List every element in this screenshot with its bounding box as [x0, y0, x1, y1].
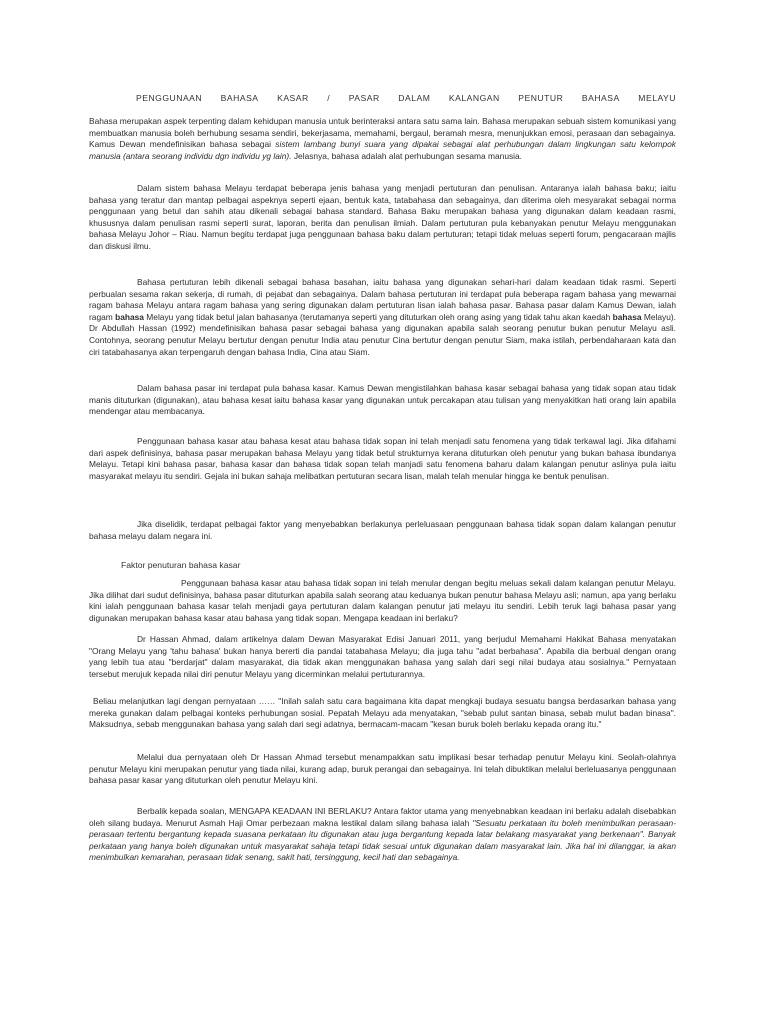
- paragraph-text: Melayu). Dr Abdullah Hassan (1992) mendefinisikan bahasa pasar sebagai bahasa yang digunakan apabila salah seorang penutur bukan penutur Melayu asli. Contohnya, seorang penutur Melayu bertutur dengan penutur India atau penutur Cina bertutur dengan penutur Siam, maka istilah, perbendaharaan kata dan ciri tatabahasanya akan terpengaruh dengan bahasa India, Cina atau Siam.: [89, 311, 676, 357]
- title-word: MELAYU: [638, 93, 676, 103]
- title-word: PENUTUR: [518, 93, 564, 103]
- paragraph-silang-budaya: [89, 806, 676, 864]
- title-word: BAHASA: [220, 93, 259, 103]
- title-word: PASAR: [348, 93, 380, 103]
- paragraph-hassan-ahmad: Dr Hassan Ahmad, dalam artikelnya dalam Dewan Masyarakat Edisi Januari 2011, yang berjudul Memahami Hakikat Bahasa menyatakan "Orang Melayu yang 'tahu bahasa' bukan hanya bererti dia pandai tatabahasa Melayu; dia juga tahu "adat berbahasa". Apabila dia berbual dengan orang yang lebih tua atau "berdarjat" dalam masyarakat, dia tidak akan menggunakan bahasa yang salah dari segi nilai budaya atau sosialnya." Pernyataan tersebut merujuk kepada nilai diri penutur Melayu yang dicerminkan melalui pertuturannya.: [89, 634, 676, 679]
- title-word: PENGGUNAAN: [136, 93, 203, 103]
- paragraph-fenomena: Penggunaan bahasa kasar atau bahasa kesat atau bahasa tidak sopan ini telah menjadi satu fenomena yang tidak terkawal lagi. Jika difahami dari aspek definisinya, bahasa pasar merupakan bahasa Melayu yang tidak betul strukturnya kerana dituturkan oleh penutur yang bukan bahasa ibundanya Melayu. Tetapi kini bahasa pasar, bahasa kasar dan bahasa tidak sopan telah manjadi satu fenomena baharu dalam kalangan penutur aslinya pula iaitu masyarakat melayu itu sendiri. Gejala ini bukan sahaja melibatkan pertuturan secara lisan, malah telah menular hingga ke bentuk penulisan.: [89, 436, 676, 481]
- title-word: KALANGAN: [448, 93, 500, 103]
- title-word: DALAM: [398, 93, 431, 103]
- paragraph-text: Berbalik kepada soalan, MENGAPA KEADAAN INI BERLAKU? Antara faktor utama yang menyebnabkan keadaan ini berlaku adalah disebabkan oleh silang budaya. Menurut Asmah Haji Omar perbezaan makna lestikal dalam silang bahasa ialah: [89, 806, 676, 828]
- title-word: /: [327, 93, 331, 103]
- paragraph-pernyataan: Beliau melanjutkan lagi dengan pernyataan …… "Inilah salah satu cara bagaimana kita dapat mengkaji budaya sesuatu bangsa berdasarkan bahasa yang mereka gunakan dalam pelbagai konteks perhubungan sosial. Pepatah Melayu ada menyatakan, "sebab pulut santan binasa, sebab mulut badan binasa". Maksudnya, sebab menggunakan bahasa yang salah dari segi adatnya, bermacam-macam "kesan buruk boleh berlaku kepada orang itu.": [89, 696, 676, 730]
- paragraph-text: Bahasa merupakan aspek terpenting dalam kehidupan manusia untuk berinteraksi antara satu sama lain. Bahasa merupakan sebuah sistem komunikasi yang membuatkan manusia boleh berhubung sesama sendiri, bekerjasama, memahami, bergaul, beramah mesra, menunjukkan emosi, perasaan dan sebagainya. Kamus Dewan mendefinisikan bahasa sebagai: [89, 116, 676, 150]
- paragraph-bahasa-kasar: Dalam bahasa pasar ini terdapat pula bahasa kasar. Kamus Dewan mengistilahkan bahasa kasar sebagai bahasa yang tidak sopan atau tidak manis dituturkan (digunakan), atau bahasa kesat iaitu bahasa kasar yang digunakan untuk percakapan atau tulisan yang menyakitkan hati orang lain apabila mendengar atau membacanya.: [89, 383, 676, 417]
- bold-word: bahasa: [612, 311, 642, 322]
- paragraph-faktor-intro: Jika diselidik, terdapat pelbagai faktor yang menyebabkan berlakunya perleluasaan penggunaan bahasa tidak sopan dalam kalangan penutur bahasa melayu dalam negara ini.: [89, 519, 676, 541]
- paragraph-intro: [89, 116, 676, 162]
- paragraph-text: Jelasnya, bahasa adalah alat perhubungan sesama manusia.: [291, 150, 523, 161]
- paragraph-implikasi: Melalui dua pernyataan oleh Dr Hassan Ahmad tersebut menampakkan satu implikasi besar terhadap penutur Melayu kini. Seolah-olahnya penutur Melayu kini merupakan penutur yang tiada nilai, kurang adap, buruk perangai dan sebagainya. Ini telah dibuktikan melalui berleluasanya penggunaan bahasa pasar kasar yang dituturkan oleh penutur Melayu kini.: [89, 752, 676, 786]
- definition-quote: sistem lambang bunyi suara yang dipakai sebagai alat perhubungan dalam lingkungan satu kelompok manusia (antara seorang individu dgn individu yg lain).: [89, 139, 676, 161]
- paragraph-penggunaan: Penggunaan bahasa kasar atau bahasa tidak sopan ini telah menular dengan begitu meluas sekali dalam kalangan penutur Melayu. Jika dilihat dari sudut definisinya, bahasa pasar dituturkan apabila salah seorang atau keduanya bukan penutur bahasa Melayu asli; namun, apa yang berlaku kini ialah penggunaan bahasa kasar telah menjadi gaya pertuturan dalam kalangan penutur jati melayu itu sendiri. Lebih teruk lagi bahasa pasar yang digunakan merupakan bahasa kasar atau bahasa yang tidak sopan. Mengapa keadaan ini berlaku?: [89, 578, 676, 623]
- document-title: [136, 93, 676, 103]
- section-heading: Faktor penuturan bahasa kasar: [121, 560, 241, 570]
- paragraph-text: Melayu yang tidak betul jalan bahasanya (terutamanya seperti yang dituturkan oleh orang asing yang tidak tahu akan kaedah: [143, 311, 613, 322]
- bold-word: bahasa: [115, 311, 144, 322]
- quote-text: "Sesuatu perkataan itu boleh menimbulkan perasaan-perasaan tertentu bergantung kepada suasana perkataan itu digunakan atau juga bergantung kepada latar belakang masyarakat yang berkenaan". Banyak perkataan yang hanya boleh digunakan untuk masyarakat sahaja tetapi tidak sesuai untuk digunakan dalam masyarakat lain. Jika hal ini dilanggar, ia akan menimbulkan kemarahan, perasaan tidak senang, sakit hati, tersinggung, kecil hati dan sebagainya.: [89, 817, 676, 863]
- paragraph-text: Bahasa pertuturan lebih dikenali sebagai bahasa basahan, iaitu bahasa yang digunakan sehari-hari dalam keadaan tidak rasmi. Seperti perbualan sesama rakan sekerja, di rumah, di pejabat dan sebagainya. Dalam bahasa pertuturan ini terdapat pula beberapa ragam bahasa yang mewarnai ragam bahasa Melayu antara ragam bahasa yang sering digunakan dalam pertuturan lisan ialah bahasa pasar. Bahasa pasar dalam Kamus Dewan, ialah ragam: [89, 277, 676, 322]
- paragraph-bahasa-baku: Dalam sistem bahasa Melayu terdapat beberapa jenis bahasa yang menjadi pertuturan dan penulisan. Antaranya ialah bahasa baku; iaitu bahasa yang teratur dan mantap pelbagai aspeknya seperti ejaan, bentuk kata, tatabahasa dan sebagainya, dan diterima oleh mesyarakat sebagai norma penggunaan yang betul dan sahih atau dikenali sebagai bahasa standard. Bahasa Baku merupakan bahasa yang digunakan dalam keadaan rasmi, khususnya dalam penulisan rasmi seperti surat, laporan, berita dan penulisan ilmiah. Dalam pertuturan pula kebanyakan penutur Melayu menggunakan bahasa Melayu Johor – Riau. Namun begitu terdapat juga penggunaan bahasa baku dalam pertuturan; tetapi tidak meluas seperti forum, pengacaraan majlis dan diskusi ilmu.: [89, 183, 676, 251]
- title-word: KASAR: [277, 93, 309, 103]
- title-word: BAHASA: [581, 93, 620, 103]
- paragraph-bahasa-pertuturan: [89, 277, 676, 358]
